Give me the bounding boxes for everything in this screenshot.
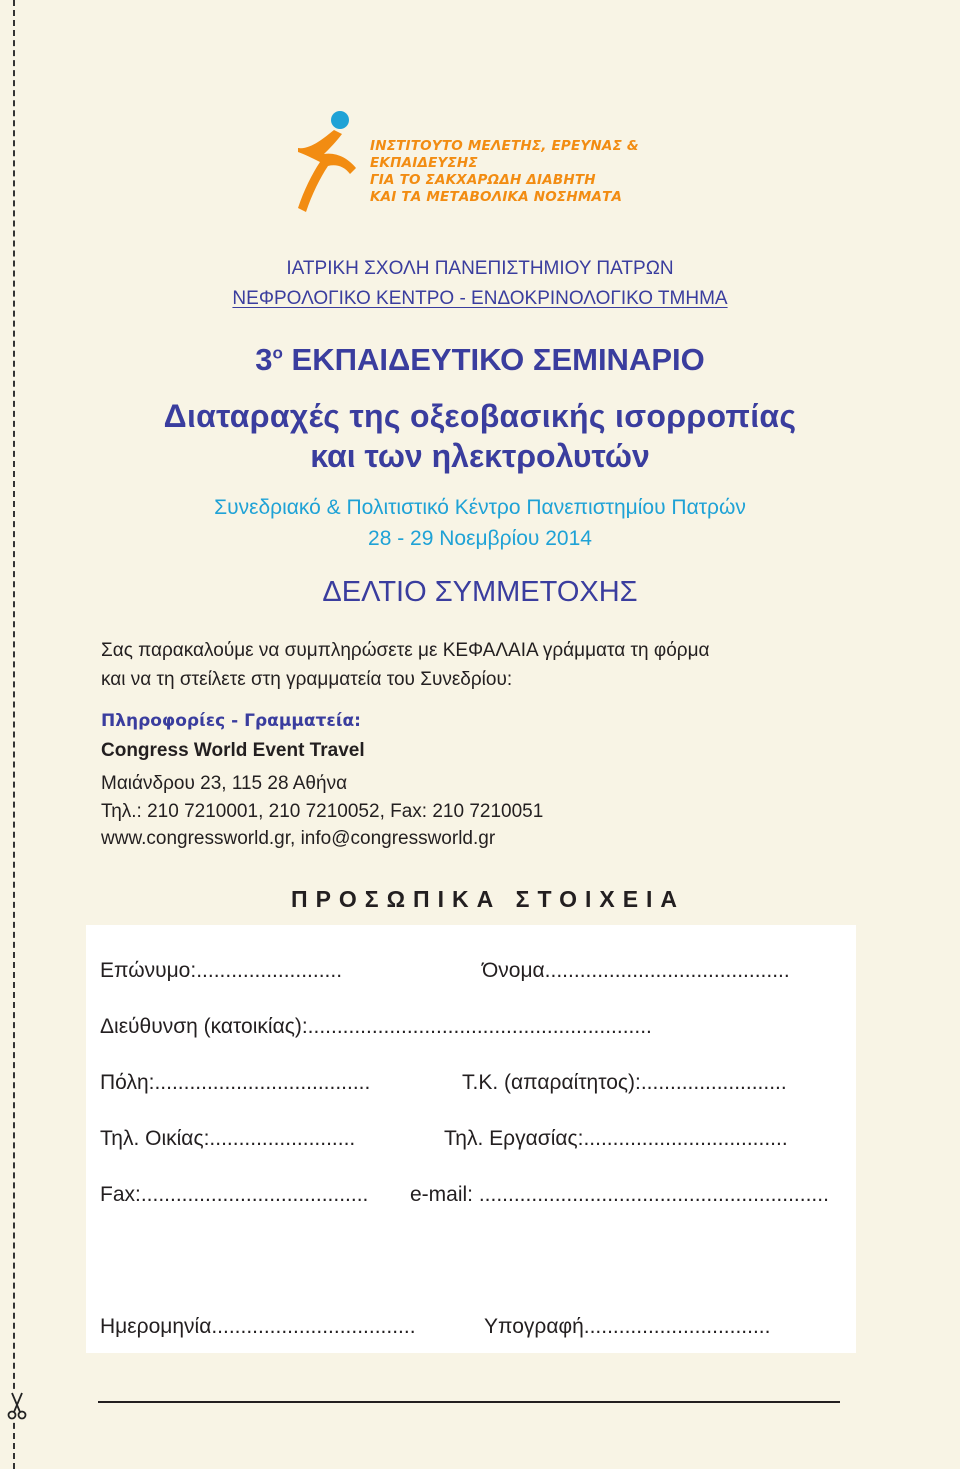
date-field[interactable]: Ημερομηνία................................... bbox=[100, 1315, 416, 1338]
info-label: Πληροφορίες - Γραμματεία: bbox=[101, 711, 361, 731]
institution-line-2-text: ΝΕΦΡΟΛΟΓΙΚΟ ΚΕΝΤΡΟ - ΕΝΔΟΚΡΙΝΟΛΟΓΙΚΟ ΤΜΗΜΑ bbox=[232, 288, 728, 309]
institution-line-2 bbox=[0, 288, 960, 310]
institution-line-1: ΙΑΤΡΙΚΗ ΣΧΟΛΗ ΠΑΝΕΠΙΣΤΗΜΙΟΥ ΠΑΤΡΩΝ bbox=[286, 258, 674, 279]
section-title: ΠΡΟΣΩΠΙΚΑ ΣΤΟΙΧΕΙΑ bbox=[290, 886, 686, 912]
work-phone-field[interactable]: Τηλ. Εργασίας:................................... bbox=[444, 1127, 788, 1150]
home-phone-field[interactable]: Τηλ. Οικίας:......................... bbox=[100, 1127, 356, 1150]
topic-line-2: και των ηλεκτρολυτών bbox=[310, 438, 650, 474]
form-row-phones bbox=[100, 1127, 840, 1151]
form-row-name bbox=[100, 959, 840, 983]
form-row-signature bbox=[100, 1315, 840, 1339]
seminar-suffix: ο bbox=[272, 343, 283, 363]
company-phones: Τηλ.: 210 7210001, 210 7210052, Fax: 210 7210051 bbox=[101, 801, 544, 822]
company-address: Μαιάνδρου 23, 115 28 Αθήνα bbox=[101, 773, 348, 794]
signature-field[interactable]: Υπογραφή................................ bbox=[484, 1315, 771, 1338]
personal-details-form bbox=[86, 925, 856, 1353]
city-field[interactable]: Πόλη:..................................... bbox=[100, 1071, 371, 1094]
email-field[interactable]: e-mail: ............................................................ bbox=[410, 1183, 829, 1206]
logo-line-1: ΙΝΣΤΙΤΟΥΤΟ ΜΕΛΕΤΗΣ, ΕΡΕΥΝΑΣ & ΕΚΠΑΙΔΕΥΣΗΣ bbox=[370, 138, 639, 171]
scissors-icon bbox=[5, 1390, 29, 1420]
seminar-title bbox=[0, 342, 960, 378]
bottom-divider bbox=[98, 1401, 840, 1403]
cut-line bbox=[13, 0, 15, 1469]
card-title: ΔΕΛΤΙΟ ΣΥΜΜΕΤΟΧΗΣ bbox=[322, 576, 638, 608]
logo-line-3: ΚΑΙ ΤΑ ΜΕΤΑΒΟΛΙΚΑ ΝΟΣΗΜΑΤΑ bbox=[370, 189, 623, 205]
address-field[interactable]: Διεύθυνση (κατοικίας):........................................................... bbox=[100, 1015, 652, 1038]
venue: Συνεδριακό & Πολιτιστικό Κέντρο Πανεπιστημίου Πατρών bbox=[214, 496, 746, 519]
postcode-field[interactable]: Τ.Κ. (απαραίτητος):......................... bbox=[462, 1071, 787, 1094]
seminar-number: 3 bbox=[255, 342, 273, 377]
instructions-line-2: και να τη στείλετε στη γραμματεία του Συνεδρίου: bbox=[101, 669, 513, 690]
topic-line-1: Διαταραχές της οξεοβασικής ισορροπίας bbox=[163, 398, 797, 434]
form-row-city bbox=[100, 1071, 840, 1095]
event-dates: 28 - 29 Νοεμβρίου 2014 bbox=[368, 527, 592, 550]
logo-line-2: ΓΙΑ ΤΟ ΣΑΚΧΑΡΩΔΗ ΔΙΑΒΗΤΗ bbox=[370, 172, 596, 188]
surname-field[interactable]: Επώνυμο:......................... bbox=[100, 959, 343, 982]
instructions-line-1: Σας παρακαλούμε να συμπληρώσετε με ΚΕΦΑΛΑΙΑ γράμματα τη φόρμα bbox=[101, 640, 710, 661]
name-field[interactable]: Όνομα.......................................... bbox=[482, 959, 790, 982]
company-name: Congress World Event Travel bbox=[101, 740, 365, 761]
form-row-contact bbox=[100, 1183, 840, 1207]
figure-icon bbox=[290, 108, 370, 218]
seminar-title-text: ΕΚΠΑΙΔΕΥΤΙΚΟ ΣΕΜΙΝΑΡΙΟ bbox=[291, 342, 705, 377]
company-web: www.congressworld.gr, info@congressworld.gr bbox=[101, 828, 496, 849]
institute-logo bbox=[290, 108, 680, 218]
fax-field[interactable]: Fax:....................................... bbox=[100, 1183, 369, 1206]
